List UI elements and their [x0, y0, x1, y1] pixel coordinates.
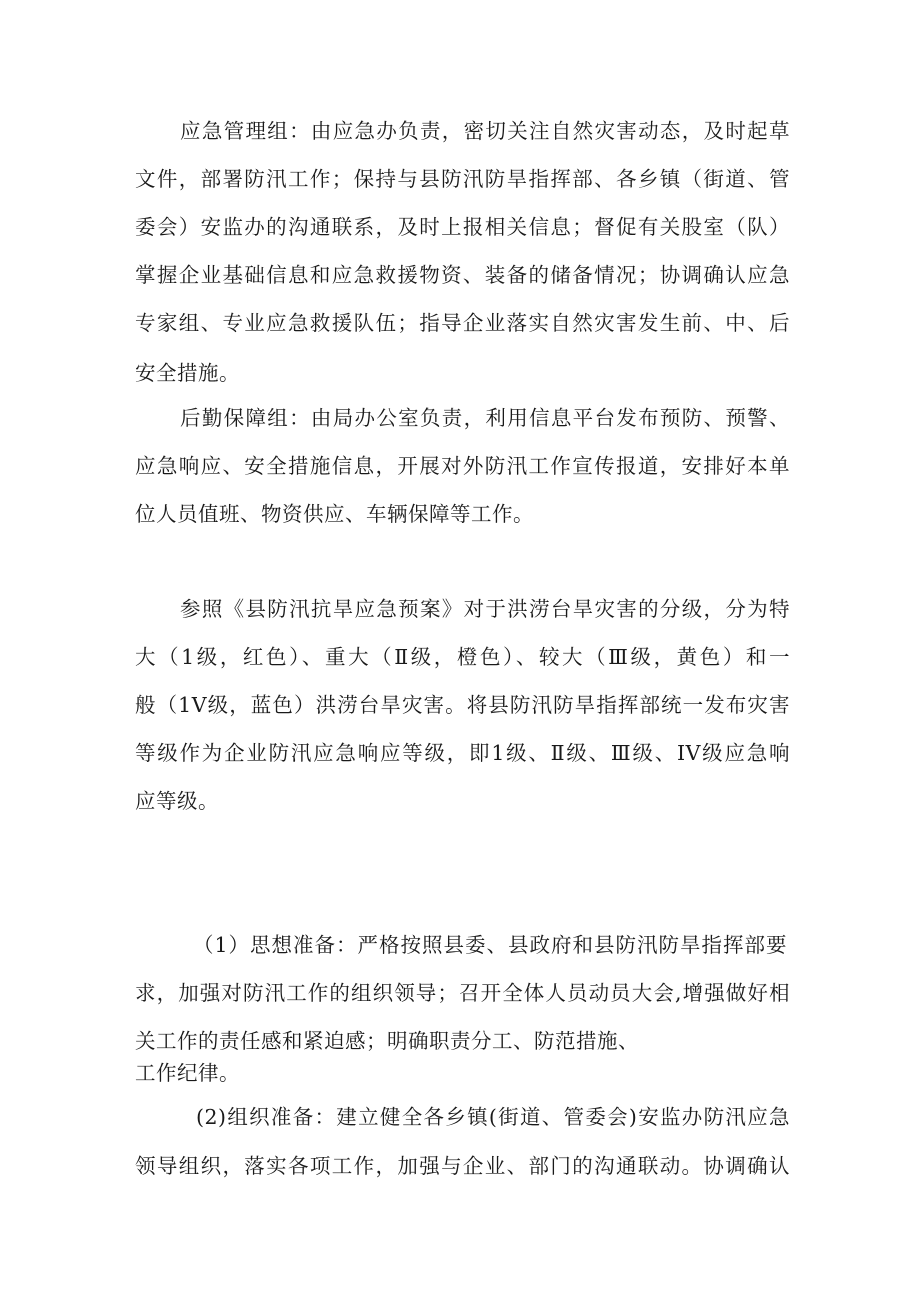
paragraph-2-line-2: 应急响应、安全措施信息，开展对外防汛工作宣传报道，安排好本单 — [135, 454, 790, 478]
paragraph-3-line-3: 般（1V级，蓝色）洪涝台旱灾害。将县防汛防旱指挥部统一发布灾害 — [135, 693, 790, 717]
paragraph-3-line-2: 大（1级，红色）、重大（Ⅱ级，橙色）、较大（Ⅲ级，黄色）和一 — [135, 645, 790, 669]
paragraph-5-line-1: (2)组织准备：建立健全各乡镇(街道、管委会)安监办防汛应急 — [196, 1105, 790, 1129]
section-heading-4-1 — [180, 883, 206, 909]
paragraph-5-line-2: 领导组织，落实各项工作，加强与企业、部门的沟通联动。协调确认 — [135, 1154, 790, 1178]
paragraph-4-line-1: （1）思想准备：严格按照县委、县政府和县防汛防旱指挥部要 — [193, 933, 787, 957]
paragraph-1-line-5: 专家组、专业应急救援队伍；指导企业落实自然灾害发生前、中、后 — [135, 311, 790, 335]
paragraph-3-line-1: 参照《县防汛抗旱应急预案》对于洪涝台旱灾害的分级，分为特 — [180, 597, 790, 621]
paragraph-1-line-3: 委会）安监办的沟通联系，及时上报相关信息；督促有关股室（队） — [135, 215, 790, 239]
paragraph-3-line-5: 应等级。 — [135, 789, 219, 813]
paragraph-2-line-3: 位人员值班、物资供应、车辆保障等工作。 — [135, 502, 534, 526]
paragraph-1-line-2: 文件，部署防汛工作；保持与县防汛防旱指挥部、各乡镇（街道、管 — [135, 167, 790, 191]
paragraph-4-line-4: 工作纪律。 — [135, 1061, 240, 1085]
paragraph-4-line-2: 求，加强对防汛工作的组织领导；召开全体人员动员大会,增强做好相 — [135, 981, 790, 1005]
paragraph-3-line-4: 等级作为企业防汛应急响应等级，即1级、Ⅱ级、Ⅲ级、IV级应急响 — [135, 741, 790, 765]
section-heading-4 — [180, 835, 208, 861]
paragraph-1-line-4: 掌握企业基础信息和应急救援物资、装备的储备情况；协调确认应急 — [135, 263, 790, 287]
paragraph-1-line-6: 安全措施。 — [135, 361, 240, 385]
paragraph-4-line-3: 关工作的责任感和紧迫感；明确职责分工、防范措施、 — [135, 1029, 639, 1053]
paragraph-2-line-1: 后勤保障组：由局办公室负责，利用信息平台发布预防、预警、 — [180, 406, 790, 430]
paragraph-1-line-1: 应急管理组：由应急办负责，密切关注自然灾害动态，及时起草 — [180, 119, 790, 143]
